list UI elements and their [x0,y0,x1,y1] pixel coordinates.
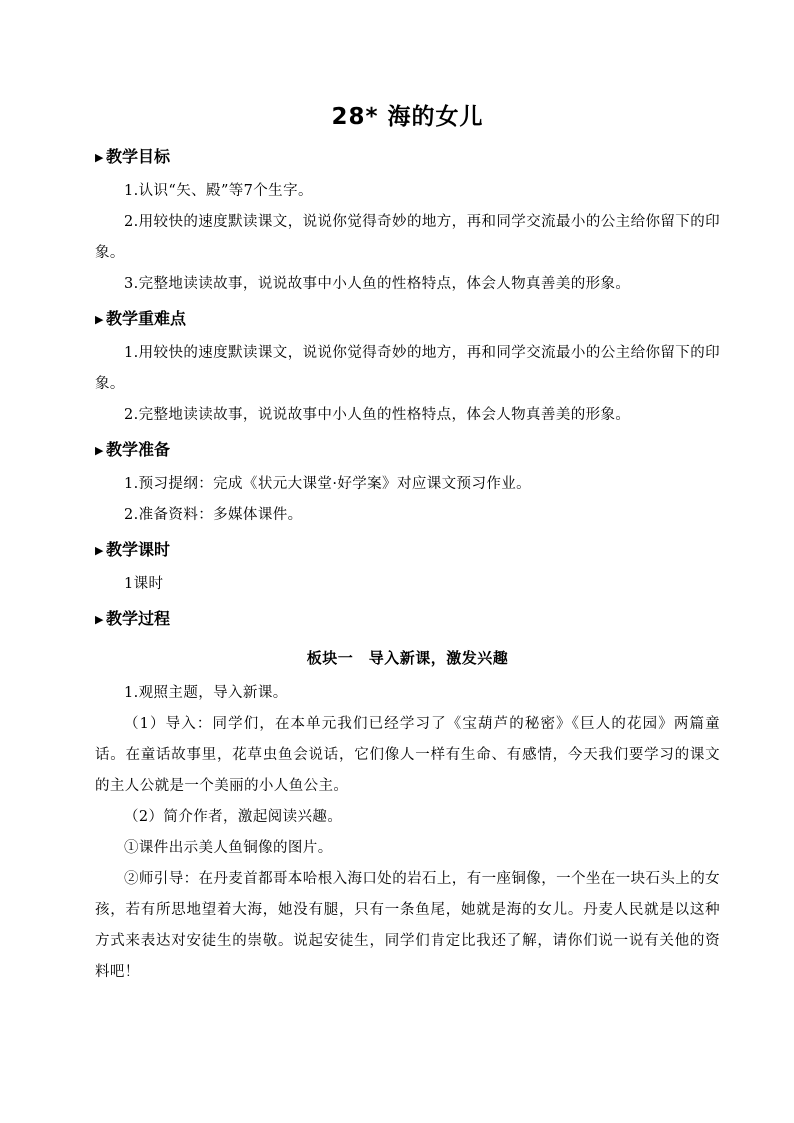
heading-key-points [95,300,720,338]
heading-teaching-goals [95,138,720,176]
triangle-bullet-icon: ▶ [95,544,104,557]
heading-preparation [95,431,720,469]
preparation-item: 2.准备资料：多媒体课件。 [124,507,303,523]
key-point-item: 2.完整地读读故事，说说故事中小人鱼的性格特点，体会人物真善美的形象。 [124,407,631,423]
triangle-bullet-icon: ▶ [95,613,104,626]
heading-label: 教学准备 [106,440,171,459]
heading-label: 教学重难点 [106,309,187,328]
triangle-bullet-icon: ▶ [95,151,104,164]
process-item: 1.观照主题，导入新课。 [124,685,288,701]
process-item: ①课件出示美人鱼铜像的图片。 [124,840,333,856]
hours-item: 1课时 [124,576,164,592]
page-title: 28* 海的女儿 [331,104,484,130]
heading-label: 教学课时 [106,540,171,559]
heading-label: 教学过程 [106,609,171,628]
process-item: （1）导入：同学们，在本单元我们已经学习了《宝葫芦的秘密》《巨人的花园》两篇童话。在童话故事里，花草虫鱼会说话，它们像人一样有生命、有感情，今天我们要学习的课文的主人公就是一个美丽的小人鱼公主。 [95,716,720,794]
heading-class-hours [95,531,720,569]
key-point-item: 1.用较快的速度默读课文，说说你觉得奇妙的地方，再和同学交流最小的公主给你留下的印象。 [95,345,720,392]
heading-label: 教学目标 [106,147,171,166]
process-item: ②师引导：在丹麦首都哥本哈根入海口处的岩石上，有一座铜像，一个坐在一块石头上的女孩，若有所思地望着大海，她没有腿，只有一条鱼尾，她就是海的女儿。丹麦人民就是以这种方式来表达对安徒生的崇敬。说起安徒生，同学们肯定比我还了解，请你们说一说有关他的资料吧！ [95,871,720,980]
goal-item: 1.认识“矢、殿”等7个生字。 [124,183,313,199]
preparation-item: 1.预习提纲：完成《状元大课堂·好学案》对应课文预习作业。 [124,476,532,492]
process-item: （2）简介作者，激起阅读兴趣。 [124,809,343,825]
goal-item: 3.完整地读读故事，说说故事中小人鱼的性格特点，体会人物真善美的形象。 [124,276,631,292]
document-page [95,96,720,988]
triangle-bullet-icon: ▶ [95,444,104,457]
triangle-bullet-icon: ▶ [95,313,104,326]
goal-item: 2.用较快的速度默读课文，说说你觉得奇妙的地方，再和同学交流最小的公主给你留下的印象。 [95,214,720,261]
heading-teaching-process [95,600,720,638]
block-title: 板块一 导入新课，激发兴趣 [306,649,509,667]
